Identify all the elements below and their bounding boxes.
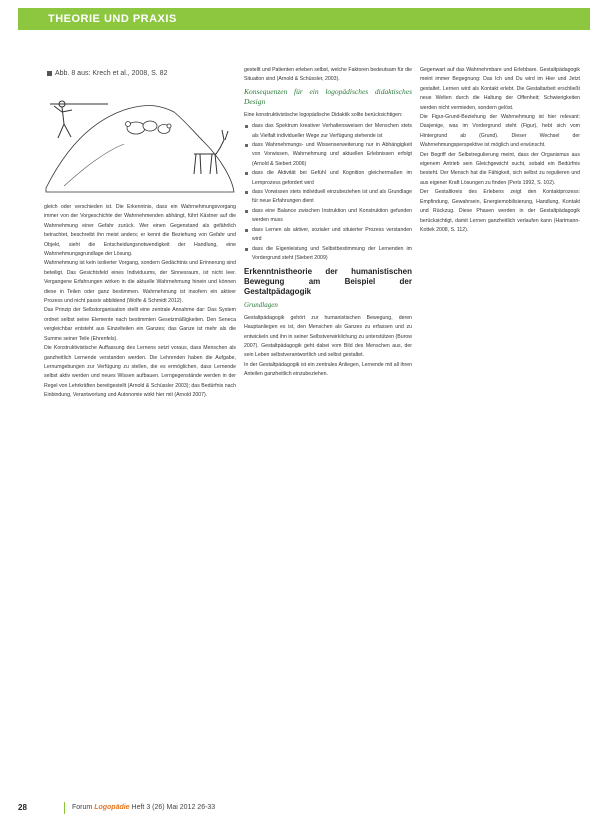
page-number: 28 [18, 803, 27, 812]
list-item: dass Vorwissen stets individuell einzubeziehen ist und als Grundlage für neue Erfahrungen dient [252, 188, 412, 207]
figure-caption [47, 70, 167, 77]
rock-outline [46, 106, 234, 192]
footer-divider [64, 802, 65, 814]
footer-citation [72, 804, 215, 811]
left-text-column [44, 203, 236, 401]
magazine-brand: Logopädie [94, 804, 130, 811]
right-text-column [420, 66, 580, 235]
page-range: 26-33 [197, 804, 216, 811]
list-item: dass das Spektrum kreativer Verhaltensweisen der Menschen stets als Vielfalt individueller Wege zur Verfügung stehende ist [252, 122, 412, 141]
paragraph: gleich oder verschieden ist. Die Erkenntnis, dass ein Wahrnehmungsvorgang immer von der Vorgeschichte der Wahrnehmenden abhängt, führt Kästner auf die Wahrnehmung einer Gefahr zurück. Wer einen Gegenstand als gefährlich betrachtet, beschreibt ihn meist anders; er kennt die Beziehung von Gefahr und Objekt, sieht die Entscheidungsnotwendigkeit der Handlung, eine Wahrnehmungsgrundlage der Lösung. [44, 204, 236, 258]
issue-info: Heft 3 (26) Mai 2012 [131, 804, 196, 811]
paragraph: Die Konstruktivistische Auffassung des Lernens setzt voraus, dass Menschen als ganzheitlich Lernende verstanden werden. Die Lehrenden haben die Aufgabe, Lernumgebungen zur Verfügung zu stellen, die es ermöglichen, dass Lernende selbst aktiv werden und neues Wissen aufbauen. Lerngegenstände werden in der Regel von Lehrkräften bereitgestellt (Arnold & Schüssler 2003); das Bedürfnis nach Einbindung, Verantwortung und Autonomie wirkt hier mit (Arnold 2007). [44, 345, 236, 399]
caption-bullet-icon [47, 71, 52, 76]
rock-crack [64, 144, 124, 186]
paragraph: Das Prinzip der Selbstorganisation stellt eine zentrale Annahme dar: Das System ordnet selbst seine Elemente nach bestimmten Gesetzmäßigkeiten. Den Seneca vergleichbar entsteht aus Einzelteilen ein Ganzes; das Ganze ist mehr als die Summe seiner Teile (Ehrenfels). [44, 307, 236, 342]
page-footer [18, 800, 590, 818]
bullet-list [244, 122, 412, 263]
paragraph: Wahrnehmung ist kein isolierter Vorgang, sondern Gedächtnis und Erinnerung sind beteiligt. Das Gesichtsfeld eines Individuums, der Sinnesraum, ist nicht leer. Vergangene Erfahrungen wirken in die aktuelle Wahrnehmung hinein und können diese in Teilen oder ganz bestimmen. Wahrnehmung ist insofern ein aktiver Prozess und nicht passiv abbildend (Wolfe & Schmidt 2012). [44, 260, 236, 305]
paragraph: Eine konstruktivistische logopädische Didaktik sollte berücksichtigen: [244, 111, 403, 118]
figure-caption-text: Abb. 8 aus: Krech et al., 2008, S. 82 [55, 70, 168, 77]
list-item: dass Lernen als aktiver, sozialer und situierter Prozess verstanden wird [252, 226, 412, 245]
paragraph: Die Figur-Grund-Beziehung der Wahrnehmung ist hier relevant: Dasjenige, was im Vordergrund steht (Figur), hebt sich vom Hintergrund ab (Grund). Dieser Wechsel der Wahrnehmungsperspektive ist möglich und erwünscht. [420, 114, 580, 149]
paragraph: Der Begriff der Selbstregulierung meint, dass der Organismus aus eigenem Antrieb sein Gleichgewicht sucht, sobald ein Bedürfnis besteht. Der Mensch hat die Fähigkeit, sich selbst zu regulieren und aus eigener Kraft Lösungen zu finden (Perls 1992, S. 102). [420, 151, 580, 186]
paragraph: In der Gestaltpädagogik ist ein zentrales Anliegen, Lernende mit all ihren Anteilen ganzheitlich einzubeziehen. [244, 361, 412, 378]
cave-drawing-figure [44, 82, 236, 200]
hunter-figure [50, 101, 108, 138]
list-item: dass Wahrnehmungs- und Wissenserweiterung nur in Abhängigkeit von Vorwissen, Wahrnehmung und aktuellen Erlebnissen erfolgt (Arnold & Siebert 2006) [252, 141, 412, 169]
list-item: dass die Eigenleistung und Selbstbestimmung der Lernenden im Vordergrund steht (Siebert 2009) [252, 245, 412, 264]
paragraph: Gegenwart auf das Wahrnehmbare und Erlebbare. Gestaltpädagogik meint immer Begegnung: Das Ich und Du wird im Hier und Jetzt gestaltet. Lernen wird als Kontakt erlebt. Die Gestaltarbeit erschließt neue Welten durch die Haltung der Offenheit; Schwierigkeiten werden nicht vermieden, sondern gelöst. [420, 67, 580, 111]
magazine-prefix: Forum [72, 804, 93, 811]
paragraph: Gestaltpädagogik gehört zur humanistischen Bewegung, deren Hauptanliegen es ist, den Menschen als Ganzes zu erfassen und zu entwickeln und ihn in seiner Selbstverwirklichung zu unterstützen (Burow 2007). Gestaltpädagogik geht dabei vom Bild des Menschen aus, der sein Leben selbstverantwortlich und selbst gestaltet. [244, 314, 412, 359]
animal-figures [126, 121, 172, 134]
section-title: THEORIE UND PRAXIS [48, 13, 177, 25]
paragraph: gestellt und Patienten erleben selbst, welche Faktoren bedeutsam für die Situation sind (Arnold & Schüssler, 2003). [244, 67, 412, 83]
paragraph: Der Gestaltkreis des Erlebens zeigt den Kontaktprozess: Empfindung, Gewahrsein, Energiemobilisierung, Handlung, Kontakt und Rückzug. Diese Phasen werden in der Gestaltpädagogik berücksichtigt, damit Lernen ganzheitlich verlaufen kann (Hartmann-Kottek 2008, S. 112). [420, 189, 580, 233]
section-heading: Erkenntnistheorie der humanistischen Bewegung am Beispiel der Gestaltpädagogik [244, 267, 412, 297]
section-subheading: Grundlagen [244, 301, 278, 310]
list-item: dass die Aktivität bei Gefühl und Kognition gleichermaßen im Lernprozess gefordert wird [252, 169, 412, 188]
middle-text-column [244, 66, 412, 380]
subheading: Konsequenzen für ein logopädisches didaktisches Design [244, 86, 412, 106]
list-item: dass eine Balance zwischen Instruktion und Konstruktion gefunden werden muss [252, 207, 412, 226]
